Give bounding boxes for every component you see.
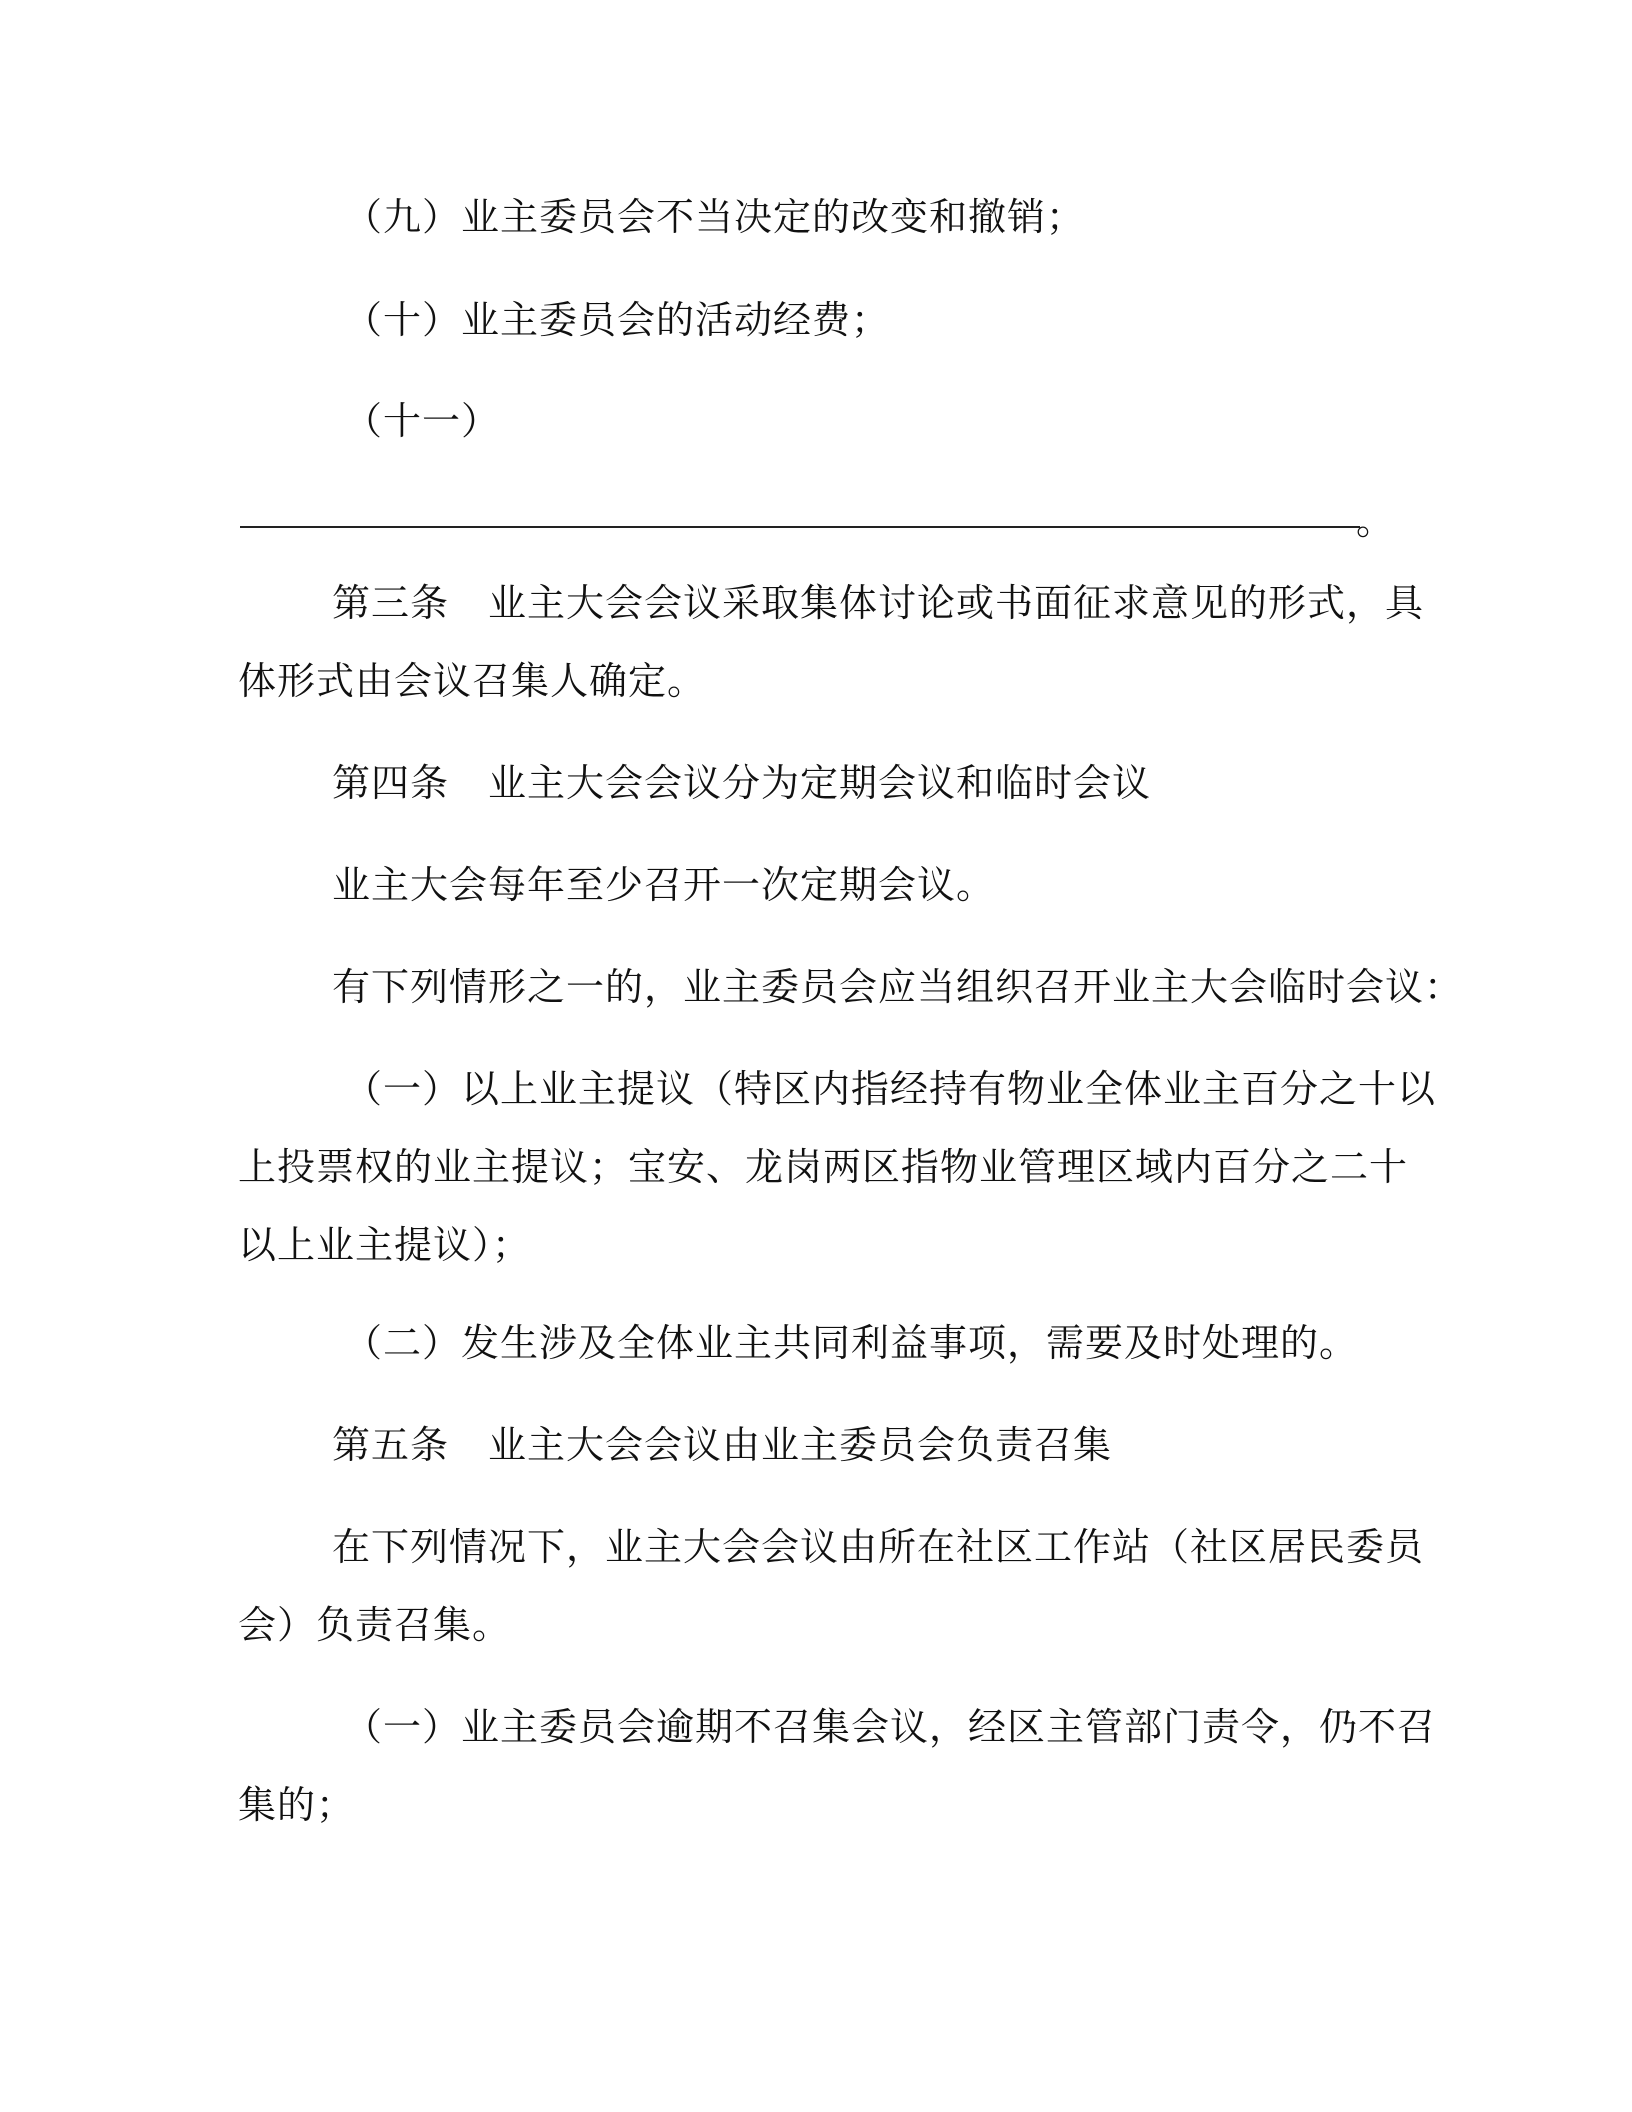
fill-in-blank-line <box>240 526 1360 528</box>
text-line: 业主大会每年至少召开一次定期会议。 <box>332 863 996 907</box>
text-line: 有下列情形之一的，业主委员会应当组织召开业主大会临时会议： <box>332 965 1464 1009</box>
article-heading-line: 第三条 业主大会会议采取集体讨论或书面征求意见的形式，具 <box>332 581 1425 625</box>
text-line: 体形式由会议召集人确定。 <box>238 659 707 703</box>
text-line: 会）负责召集。 <box>238 1603 512 1647</box>
text-line: （一）以上业主提议（特区内指经持有物业全体业主百分之十以 <box>344 1067 1437 1111</box>
article-heading-line: 第五条 业主大会会议由业主委员会负责召集 <box>332 1423 1113 1467</box>
text-line: 集的； <box>238 1783 356 1827</box>
text-line: （十）业主委员会的活动经费； <box>344 298 891 342</box>
text-line: 以上业主提议）； <box>238 1223 532 1267</box>
article-heading-line: 第四条 业主大会会议分为定期会议和临时会议 <box>332 761 1152 805</box>
text-line: 上投票权的业主提议；宝安、龙岗两区指物业管理区域内百分之二十 <box>238 1145 1409 1189</box>
text-line: 在下列情况下，业主大会会议由所在社区工作站（社区居民委员 <box>332 1525 1425 1569</box>
text-line: （十一） <box>344 399 501 443</box>
text-line: 。 <box>1356 499 1396 543</box>
text-line: （九）业主委员会不当决定的改变和撤销； <box>344 195 1086 239</box>
text-line: （二）发生涉及全体业主共同利益事项，需要及时处理的。 <box>344 1321 1359 1365</box>
text-line: （一）业主委员会逾期不召集会议，经区主管部门责令，仍不召 <box>344 1705 1437 1749</box>
